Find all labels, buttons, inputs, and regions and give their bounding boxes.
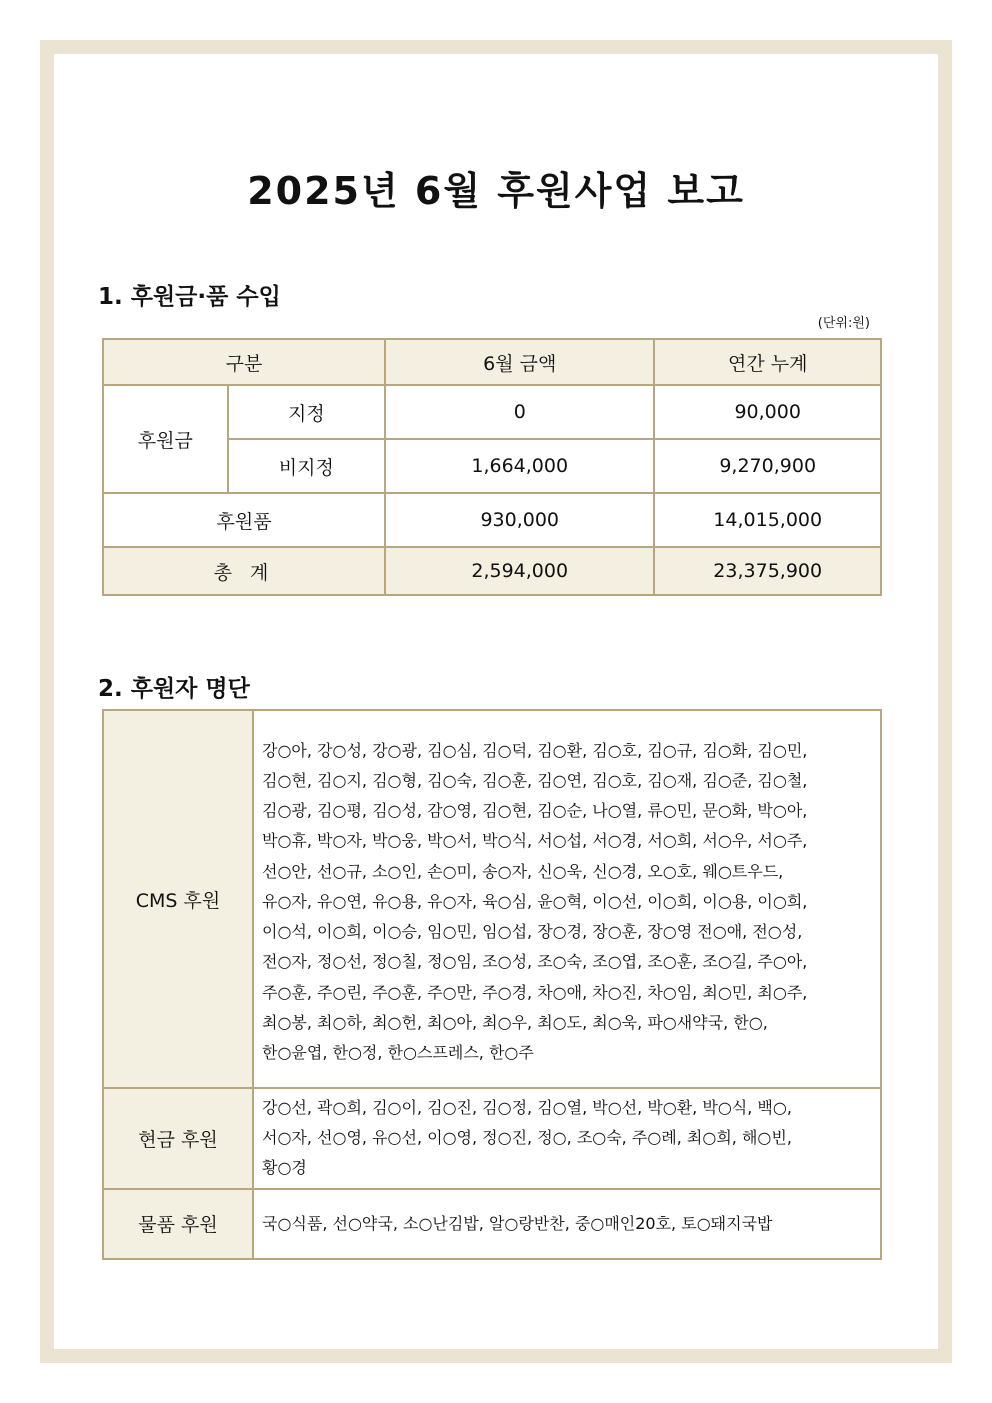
table-row: [103, 493, 881, 547]
table-row: [103, 710, 881, 1088]
table-header-row: [103, 339, 881, 385]
total-annual: 23,375,900: [654, 547, 881, 595]
table-row: [103, 1189, 881, 1259]
donor-table: [102, 709, 882, 1260]
total-month: 2,594,000: [385, 547, 654, 595]
list-item: 김○현, 김○지, 김○형, 김○숙, 김○훈, 김○연, 김○호, 김○재, 김○준, 김○철,: [262, 771, 808, 791]
section-heading-income: 1. 후원금·품 수입: [98, 284, 281, 310]
goods-month: 930,000: [385, 493, 654, 547]
list-item: 선○안, 선○규, 소○인, 손○미, 송○자, 신○욱, 신○경, 오○호, 웨○트우드,: [262, 861, 784, 881]
list-item: 전○자, 정○선, 정○칠, 정○임, 조○성, 조○숙, 조○엽, 조○훈, 조○길, 주○아,: [262, 952, 808, 972]
list-item: 유○자, 유○연, 유○용, 유○자, 육○심, 윤○혁, 이○선, 이○희, 이○용, 이○희,: [262, 891, 808, 911]
list-item: 한○윤엽, 한○정, 한○스프레스, 한○주: [262, 1042, 534, 1062]
table-row: [103, 385, 881, 439]
list-item: 최○봉, 최○하, 최○헌, 최○아, 최○우, 최○도, 최○욱, 파○새약국, 한○,: [262, 1012, 768, 1032]
cash-label: 현금 후원: [103, 1088, 253, 1189]
list-item: 김○광, 김○평, 김○성, 감○영, 김○현, 김○순, 나○열, 류○민, 문○화, 박○아,: [262, 801, 808, 821]
goods-annual: 14,015,000: [654, 493, 881, 547]
list-item: 주○훈, 주○린, 주○훈, 주○만, 주○경, 차○애, 차○진, 차○임, 최○민, 최○주,: [262, 982, 808, 1002]
income-table: [102, 338, 882, 596]
total-label: 총 계: [103, 547, 385, 595]
list-item: 서○자, 선○영, 유○선, 이○영, 정○진, 정○, 조○숙, 주○례, 최○희, 해○빈,: [262, 1128, 792, 1148]
list-item: 국○식품, 선○약국, 소○난김밥, 알○랑반찬, 중○매인20호, 토○돼지국밥: [262, 1213, 773, 1233]
table-row: [103, 1088, 881, 1189]
designated-label: 지정: [228, 385, 385, 439]
undesignated-label: 비지정: [228, 439, 385, 493]
cms-donor-list: [253, 710, 881, 1088]
page-title: 2025년 6월 후원사업 보고: [247, 169, 745, 213]
section-heading-donors: 2. 후원자 명단: [98, 676, 250, 702]
designated-annual: 90,000: [654, 385, 881, 439]
header-category: 구분: [103, 339, 385, 385]
goods-donor-label: 물품 후원: [103, 1189, 253, 1259]
cash-donor-list: [253, 1088, 881, 1189]
list-item: 황○경: [262, 1158, 307, 1178]
goods-label: 후원품: [103, 493, 385, 547]
list-item: 박○휴, 박○자, 박○웅, 박○서, 박○식, 서○섭, 서○경, 서○희, 서○우, 서○주,: [262, 831, 808, 851]
donation-group-label: 후원금: [103, 385, 228, 493]
goods-donor-list: [253, 1189, 881, 1259]
designated-month: 0: [385, 385, 654, 439]
undesignated-month: 1,664,000: [385, 439, 654, 493]
undesignated-annual: 9,270,900: [654, 439, 881, 493]
total-row: [103, 547, 881, 595]
cms-label: CMS 후원: [103, 710, 253, 1088]
list-item: 이○석, 이○희, 이○승, 임○민, 임○섭, 장○경, 장○훈, 장○영 전○애, 전○성,: [262, 922, 803, 942]
unit-label: (단위:원): [817, 316, 870, 331]
list-item: 강○선, 곽○희, 김○이, 김○진, 김○정, 김○열, 박○선, 박○환, 박○식, 백○,: [262, 1098, 792, 1117]
list-item: 강○아, 강○성, 강○광, 김○심, 김○덕, 김○환, 김○호, 김○규, 김○화, 김○민,: [262, 740, 808, 760]
header-month-amount: 6월 금액: [385, 339, 654, 385]
header-annual-total: 연간 누계: [654, 339, 881, 385]
